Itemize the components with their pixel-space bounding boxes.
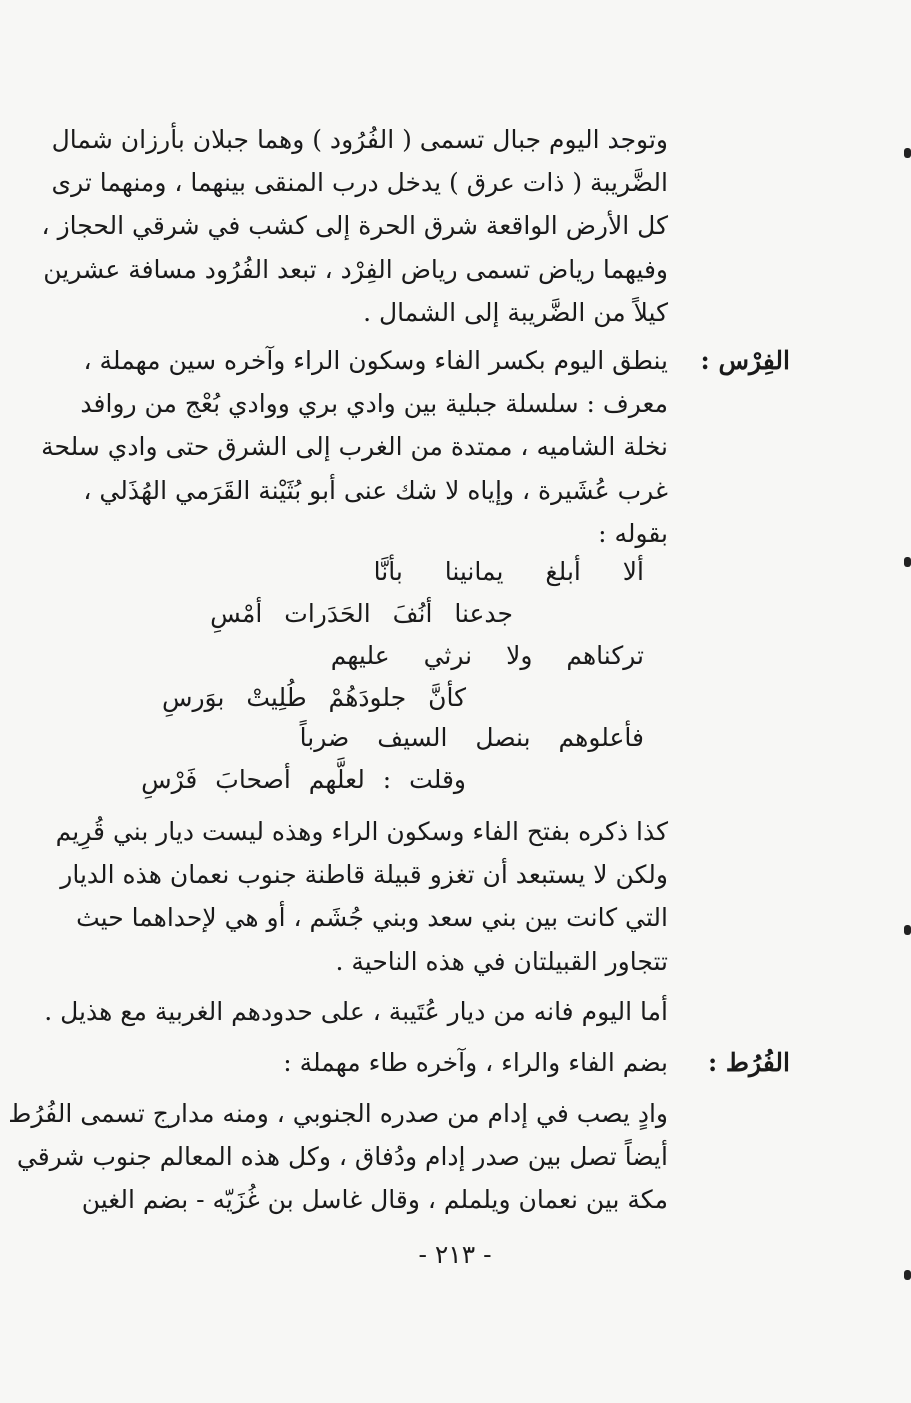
entry-body-furut	[133, 1041, 668, 1084]
poem-line: فأعلوهم بنصل السيف ضرباً	[299, 723, 644, 752]
scan-mark	[904, 557, 911, 567]
text-line: أيضاً تصل بين صدر إدام ودُفاق ، وكل هذه المعالم جنوب شرقي	[16, 1142, 668, 1172]
text-line: الضَّريبة ( ذات عرق ) يدخل درب المنقى بينهما ، ومنهما ترى	[51, 168, 668, 198]
poem-line: ألا أبلغ يمانينا بأنَّا	[373, 557, 644, 586]
text-line: أما اليوم فانه من ديار عُتَيبة ، على حدودهم الغربية مع هذيل .	[44, 997, 668, 1026]
text-line: كذا ذكره بفتح الفاء وسكون الراء وهذه ليست ديار بني قُرِيم	[55, 817, 668, 846]
text-line: كل الأرض الواقعة شرق الحرة إلى كشب في شرقي الحجاز ،	[41, 211, 668, 241]
text-line: بقوله :	[598, 518, 668, 548]
text-line: وادٍ يصب في إدام من صدره الجنوبي ، ومنه مدارج تسمى الفُرُط	[8, 1099, 668, 1128]
text-line: كيلاً من الضَّريبة إلى الشمال .	[363, 297, 668, 327]
scan-mark	[904, 148, 911, 158]
paragraph-intro	[41, 118, 668, 334]
text-line: وتوجد اليوم جبال تسمى ( الفُرُود ) وهما جبلان بأرزان شمال	[51, 125, 668, 154]
text-line: تتجاور القبيلتان في هذه الناحية .	[335, 946, 668, 976]
poem-line: وقلت : لعلَّهم أصحابَ فَرْسِ	[141, 765, 466, 794]
poem-line: كأنَّ جلودَهُمْ طُلِيتْ بوَرسِ	[161, 683, 466, 712]
paragraph-commentary	[55, 810, 668, 983]
text-line: بضم الفاء والراء ، وآخره طاء مهملة :	[283, 1048, 668, 1077]
text-line: ولكن لا يستبعد أن تغزو قبيلة قاطنة جنوب نعمان هذه الديار	[60, 860, 668, 890]
text-line: مكة بين نعمان ويلملم ، وقال غاسل بن غُزَيّه - بضم الغين	[81, 1185, 668, 1215]
text-line: ينطق اليوم بكسر الفاء وسكون الراء وآخره سين مهملة ،	[83, 346, 668, 375]
paragraph-furut-description	[8, 1092, 668, 1222]
entry-body-firs	[41, 339, 668, 555]
page-number: - ٢١٣ -	[418, 1240, 492, 1269]
poem-line: جدعنا أنُفَ الحَدَرات أمْسِ	[210, 599, 513, 628]
scan-mark	[904, 925, 911, 935]
text-line: وفيهما رياض تسمى رياض الفِرْد ، تبعد الفُرُود مسافة عشرين	[43, 254, 668, 284]
scan-mark	[904, 1270, 911, 1280]
entry-headword-furut: الفُرُط :	[707, 1048, 790, 1077]
entry-headword-firs: الفِرْس :	[700, 346, 790, 375]
text-line: غرب عُشَيرة ، وإياه لا شك عنى أبو بُثَيْنة القَرَمي الهُذَلي ،	[83, 475, 668, 505]
text-line: نخلة الشاميه ، ممتدة من الغرب إلى الشرق حتى وادي سلحة	[41, 432, 668, 462]
text-line: معرف : سلسلة جبلية بين وادي بري ووادي بُعْج من روافد	[80, 389, 668, 419]
text-line: التي كانت بين بني سعد وبني جُشَم ، أو هي لإحداهما حيث	[76, 903, 668, 933]
paragraph-present-day	[44, 990, 668, 1033]
poem-line: تركناهم ولا نرثي عليهم	[330, 641, 644, 670]
